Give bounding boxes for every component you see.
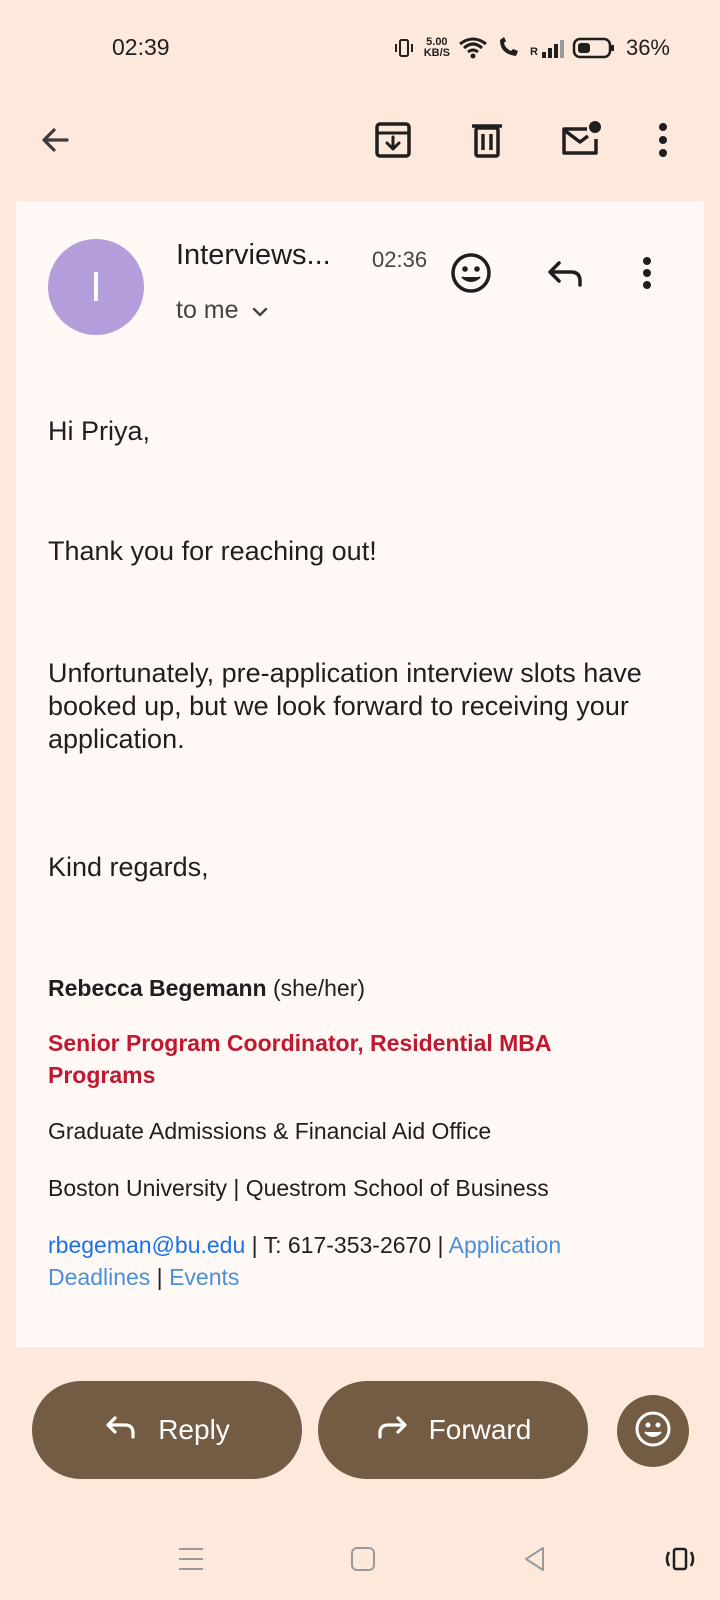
wifi-call-icon xyxy=(496,36,522,60)
more-options-icon[interactable] xyxy=(635,112,691,168)
body-paragraph-1: Thank you for reaching out! xyxy=(48,536,377,566)
reply-button[interactable] xyxy=(32,1381,302,1479)
back-arrow-icon[interactable] xyxy=(27,112,83,168)
signature-contact xyxy=(48,1229,648,1293)
email-more-icon[interactable] xyxy=(621,247,673,299)
signature-title: Senior Program Coordinator, Residential MBA Programs xyxy=(48,1030,551,1088)
signal-icon: R xyxy=(530,38,564,58)
archive-icon[interactable] xyxy=(365,112,421,168)
delete-icon[interactable] xyxy=(459,112,515,168)
greeting: Hi Priya, xyxy=(48,416,151,446)
signature-name: Rebecca Begemann xyxy=(48,975,267,1001)
reply-icon[interactable] xyxy=(539,247,591,299)
avatar[interactable]: I xyxy=(48,239,144,335)
chevron-down-icon xyxy=(251,296,269,325)
link-separator: | xyxy=(150,1264,170,1290)
smiley-icon xyxy=(634,1410,672,1453)
status-icons xyxy=(392,30,670,66)
recipient-label: to me xyxy=(176,296,239,324)
status-bar xyxy=(0,0,720,96)
signature-email-link[interactable]: rbegeman@bu.edu xyxy=(48,1232,246,1258)
vibrate-icon xyxy=(392,36,416,60)
battery-icon xyxy=(572,36,616,60)
body-paragraph-2: Unfortunately, pre-application interview slots have booked up, but we look forward to receiving your application. xyxy=(48,658,642,754)
application-deadlines-link[interactable]: Application Deadlines xyxy=(48,1232,562,1290)
sender-name[interactable]: Interviews... xyxy=(176,239,331,271)
forward-label: Forward xyxy=(428,1414,532,1445)
wifi-icon xyxy=(458,36,488,60)
signature-office: Graduate Admissions & Financial Aid Office xyxy=(48,1118,492,1144)
home-icon[interactable] xyxy=(338,1534,388,1584)
system-nav-bar xyxy=(0,1520,720,1600)
emoji-reaction-button[interactable] xyxy=(617,1395,689,1467)
closing: Kind regards, xyxy=(48,852,209,882)
email-time: 02:36 xyxy=(372,247,428,272)
rotate-screen-icon[interactable] xyxy=(655,1534,705,1584)
reply-arrow-icon xyxy=(104,1413,138,1448)
events-link[interactable]: Events xyxy=(169,1264,240,1290)
reply-label: Reply xyxy=(158,1414,230,1445)
recipient-toggle[interactable] xyxy=(176,296,269,325)
back-nav-icon[interactable] xyxy=(510,1534,560,1584)
email-card xyxy=(16,201,704,1347)
signature-name-line xyxy=(48,972,648,1004)
status-time: 02:39 xyxy=(112,34,170,60)
forward-button[interactable] xyxy=(318,1381,588,1479)
signature-pronouns: (she/her) xyxy=(266,975,366,1001)
toolbar xyxy=(0,100,720,180)
battery-percent: 36% xyxy=(625,35,670,60)
net-speed: 5.00 KB/S xyxy=(423,36,450,59)
emoji-react-icon[interactable] xyxy=(445,247,497,299)
signature-phone: | T: 617-353-2670 | xyxy=(245,1232,449,1258)
menu-icon[interactable] xyxy=(166,1534,216,1584)
forward-arrow-icon xyxy=(375,1413,409,1448)
signature-school: Boston University | Questrom School of Business xyxy=(48,1175,549,1201)
mark-unread-icon[interactable] xyxy=(553,112,609,168)
